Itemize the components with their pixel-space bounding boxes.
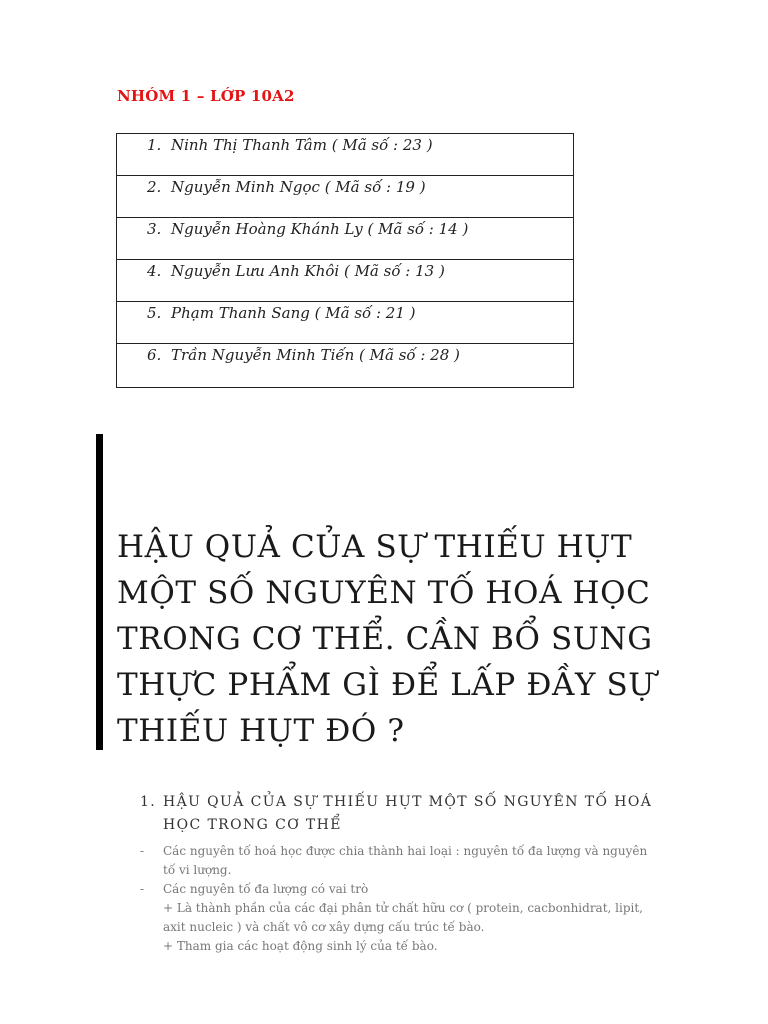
section-number: 1. — [140, 794, 157, 810]
section-title-line: HỌC TRONG CƠ THỂ — [163, 817, 342, 833]
member-name: Nguyễn Hoàng Khánh Ly ( Mã số : 14 ) — [171, 220, 469, 238]
table-row — [117, 344, 573, 387]
bullet-text: + Tham gia các hoạt động sinh lý của tế bào. — [163, 939, 438, 953]
group-title: NHÓM 1 – LỚP 10A2 — [117, 87, 295, 105]
section-title-line: HẬU QUẢ CỦA SỰ THIẾU HỤT MỘT SỐ NGUYÊN TỐ HOÁ — [163, 794, 653, 810]
table-row — [117, 218, 573, 260]
section-heading — [140, 791, 660, 837]
member-name: Nguyễn Minh Ngọc ( Mã số : 19 ) — [171, 178, 426, 196]
heading-line: THIẾU HỤT ĐÓ ? — [117, 713, 405, 749]
member-number: 4. — [147, 262, 162, 280]
heading-line: TRONG CƠ THỂ. CẦN BỔ SUNG — [117, 621, 653, 657]
member-number: 1. — [147, 136, 162, 154]
bullet-text: Các nguyên tố hoá học được chia thành hai loại : nguyên tố đa lượng và nguyên — [163, 844, 648, 858]
members-table — [116, 133, 574, 388]
main-heading — [117, 524, 677, 754]
heading-accent-bar — [96, 434, 103, 750]
list-item — [140, 842, 660, 880]
table-row — [117, 134, 573, 176]
bullet-dash: - — [140, 844, 145, 858]
heading-line: MỘT SỐ NGUYÊN TỐ HOÁ HỌC — [117, 575, 651, 611]
table-row — [117, 176, 573, 218]
member-name: Phạm Thanh Sang ( Mã số : 21 ) — [171, 304, 416, 322]
heading-line: HẬU QUẢ CỦA SỰ THIẾU HỤT — [117, 529, 633, 565]
heading-line: THỰC PHẨM GÌ ĐỂ LẤP ĐẦY SỰ — [117, 667, 656, 703]
member-number: 2. — [147, 178, 162, 196]
member-name: Ninh Thị Thanh Tâm ( Mã số : 23 ) — [171, 136, 433, 154]
member-name: Trần Nguyễn Minh Tiến ( Mã số : 28 ) — [171, 346, 460, 364]
bullet-text: + Là thành phần của các đại phân tử chất hữu cơ ( protein, cacbonhidrat, lipit, — [163, 901, 643, 915]
bullet-text: axit nucleic ) và chất vô cơ xây dựng cấu trúc tế bào. — [163, 920, 485, 934]
member-number: 5. — [147, 304, 162, 322]
list-item — [140, 880, 660, 956]
table-row — [117, 302, 573, 344]
bullet-list — [140, 842, 660, 956]
member-number: 3. — [147, 220, 162, 238]
bullet-dash: - — [140, 882, 145, 896]
table-row — [117, 260, 573, 302]
member-name: Nguyễn Lưu Anh Khôi ( Mã số : 13 ) — [171, 262, 445, 280]
member-number: 6. — [147, 346, 162, 364]
bullet-text: Các nguyên tố đa lượng có vai trò — [163, 882, 369, 896]
bullet-text: tố vi lượng. — [163, 863, 232, 877]
